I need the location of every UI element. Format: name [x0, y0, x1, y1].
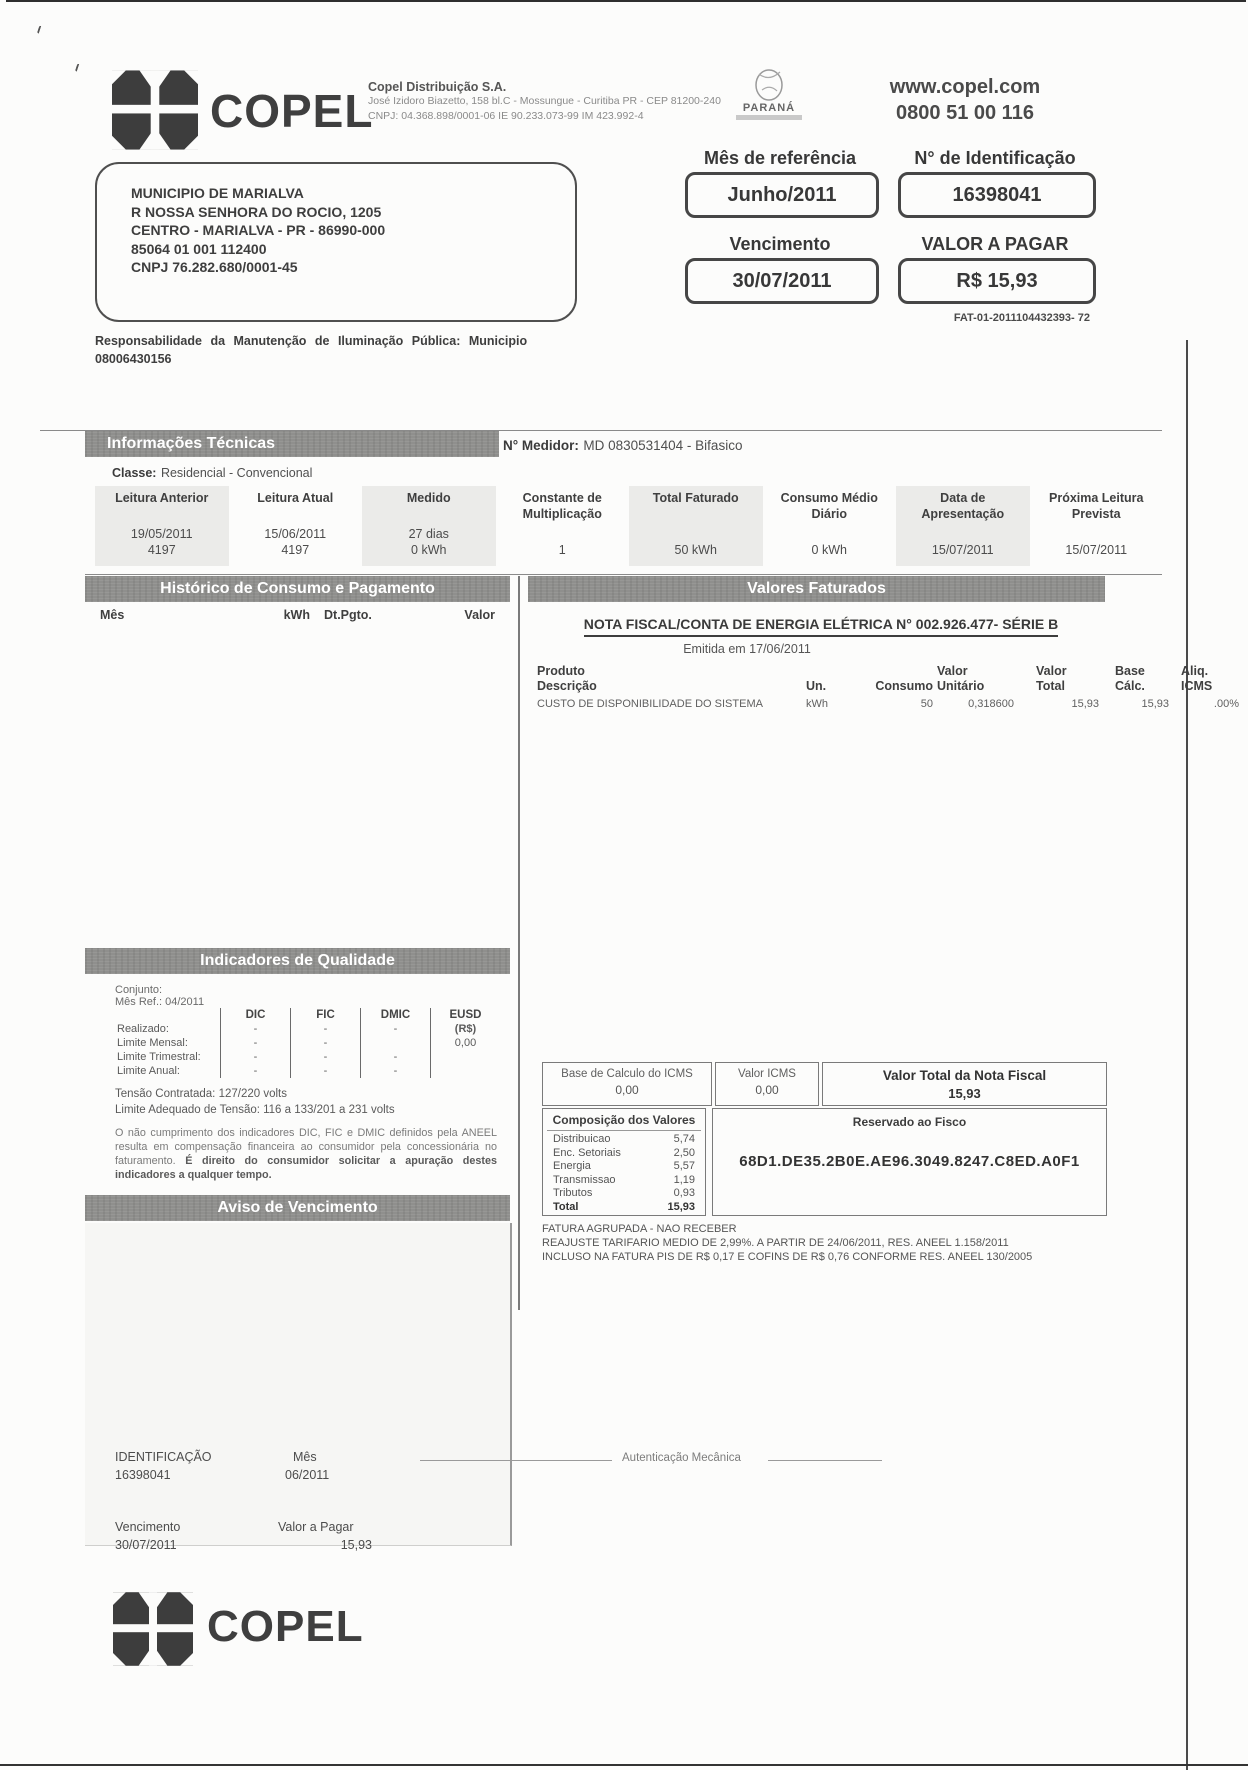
- icms-base-box: [542, 1062, 712, 1106]
- nota-total-label: Valor Total da Nota Fiscal: [882, 1068, 1047, 1083]
- composition-label: Tributos: [553, 1187, 593, 1199]
- composition-label: Energia: [553, 1160, 591, 1172]
- identification-label: N° de Identificação: [914, 148, 1076, 168]
- customer-code: 85064 01 001 112400: [131, 240, 267, 257]
- item-description: CUSTO DE DISPONIBILIDADE DO SISTEMA: [537, 698, 763, 710]
- item-base-calc: 15,93: [1141, 698, 1169, 710]
- col-header-valor: Valor: [1036, 664, 1067, 678]
- item-total: 15,93: [1071, 698, 1099, 710]
- quality-col-fic: FIC: [290, 1008, 360, 1022]
- quality-cell: -: [220, 1050, 290, 1064]
- meter-line: [503, 437, 742, 455]
- col-header-icms: ICMS: [1181, 679, 1213, 693]
- item-unit: kWh: [806, 698, 828, 710]
- composition-label: Transmissao: [553, 1173, 616, 1186]
- tech-col-value: 0 kWh: [411, 543, 447, 557]
- nota-total-value: 15,93: [948, 1086, 981, 1101]
- company-name: Copel Distribuição S.A.: [368, 80, 507, 94]
- tech-col-value: 0 kWh: [811, 543, 847, 557]
- col-header-aliq: Aliq.: [1181, 664, 1209, 678]
- quality-cell: -: [290, 1036, 360, 1050]
- composition-label: Enc. Setoriais: [553, 1146, 621, 1159]
- quality-cell: [430, 1064, 500, 1078]
- tech-col-value: 15/06/2011: [264, 527, 327, 541]
- composition-row: [543, 1187, 705, 1201]
- copel-logo-mark: [113, 1592, 193, 1666]
- scan-noise-mark: [75, 63, 82, 72]
- quality-cell: -: [360, 1064, 430, 1078]
- class-label: Classe:: [112, 466, 157, 480]
- item-consumption: 50: [920, 698, 933, 710]
- quality-col-eusd: EUSD: [430, 1008, 500, 1022]
- note-reajuste: REAJUSTE TARIFARIO MEDIO DE 2,99%. A PARTIR DE 24/06/2011, RES. ANEEL 1.158/2011: [542, 1237, 1009, 1249]
- identification-box: 16398041: [898, 172, 1096, 218]
- icms-value-label: Valor ICMS: [738, 1068, 796, 1080]
- tech-col-value: 19/05/2011: [130, 527, 193, 541]
- note-fatura-agrupada: FATURA AGRUPADA - NAO RECEBER: [542, 1223, 737, 1235]
- history-col-mes: Mês: [100, 608, 125, 622]
- col-header-total: Total: [1036, 679, 1065, 693]
- value-composition-box: [542, 1108, 706, 1216]
- tech-col-consumo-medio: [763, 486, 897, 566]
- class-value: Residencial - Convencional: [160, 466, 313, 480]
- history-col-valor: Valor: [464, 608, 495, 622]
- stub-due-value: 30/07/2011: [115, 1538, 177, 1552]
- copel-logo-icon-footer: [113, 1592, 193, 1666]
- aviso-section-header: Aviso de Vencimento: [85, 1195, 510, 1221]
- tech-col-header: Leitura Atual: [257, 491, 334, 505]
- scan-noise-mark: [37, 25, 44, 34]
- quality-legal-note: [115, 1126, 497, 1182]
- aviso-blank-box: [85, 1223, 512, 1546]
- tech-col-header: Leitura Anterior: [115, 491, 209, 505]
- contracted-voltage: Tensão Contratada: 127/220 volts: [115, 1088, 287, 1100]
- scan-edge-right: [1186, 340, 1188, 1770]
- tech-section-header: Informações Técnicas: [85, 431, 499, 457]
- responsibility-number: 08006430156: [95, 352, 172, 366]
- composition-value: 0,93: [673, 1187, 695, 1199]
- composition-value: 5,57: [673, 1160, 695, 1172]
- tech-col-value: 1: [558, 543, 566, 557]
- fisco-label: Reservado ao Fisco: [852, 1115, 967, 1129]
- invoice-fat-code: FAT-01-2011104432393- 72: [953, 312, 1090, 324]
- class-line: [112, 464, 312, 482]
- quality-cell: 0,00: [430, 1036, 500, 1050]
- responsibility-line: Responsabilidade da Manutenção de Iluminação Pública: Municipio: [95, 334, 528, 348]
- tech-col-constante: [496, 486, 630, 566]
- composition-label: Total: [553, 1200, 579, 1213]
- quality-month-ref: Mês Ref.: 04/2011: [115, 996, 205, 1008]
- due-date-box: 30/07/2011: [685, 258, 879, 304]
- customer-city: CENTRO - MARIALVA - PR - 86990-000: [131, 222, 386, 238]
- due-date-label: Vencimento: [729, 234, 831, 254]
- quality-cell: [360, 1036, 430, 1050]
- parana-caption-line: [736, 115, 802, 120]
- item-unit-price: 0,318600: [968, 698, 1014, 710]
- tech-col-data-apresentacao: [896, 486, 1030, 566]
- company-registration: CNPJ: 04.368.898/0001-06 IE 90.233.073-99 IM 423.992-4: [368, 110, 644, 122]
- fisco-code: 68D1.DE35.2B0E.AE96.3049.8247.C8ED.A0F1: [739, 1153, 1080, 1170]
- quality-cell: -: [290, 1064, 360, 1078]
- quality-section-header: Indicadores de Qualidade: [85, 948, 510, 974]
- note-pis-cofins: INCLUSO NA FATURA PIS DE R$ 0,17 E COFINS DE R$ 0,76 CONFORME RES. ANEEL 130/2005: [542, 1251, 1033, 1263]
- invoice-items-table: [537, 664, 1239, 710]
- quality-cell: -: [220, 1064, 290, 1078]
- tech-col-header: Medido: [406, 491, 451, 505]
- tech-col-total-faturado: [629, 486, 763, 566]
- quality-cell-eusd-unit: (R$): [430, 1022, 500, 1036]
- ref-month-label: Mês de referência: [703, 148, 857, 168]
- copel-logo-mark: [112, 70, 198, 150]
- quality-cell: -: [360, 1050, 430, 1064]
- tech-readings-table: [95, 486, 1163, 566]
- composition-total-row: [543, 1201, 705, 1215]
- quality-conjunto-label: Conjunto:: [115, 984, 163, 996]
- tech-col-value: 15/07/2011: [931, 543, 994, 557]
- stub-id-value: 16398041: [115, 1468, 171, 1482]
- icms-base-value: 0,00: [615, 1083, 639, 1097]
- item-icms-rate: .00%: [1213, 698, 1239, 710]
- quality-note-text: O não cumprimento dos indicadores DIC, FIC e DMIC definidos pela ANEEL resulta em compensação financeira ao consumidor pela concessionária no faturamento.: [115, 1127, 497, 1167]
- quality-row-label: Limite Anual:: [117, 1065, 180, 1077]
- tech-col-value: [632, 526, 760, 542]
- tech-col-leitura-atual: [229, 486, 363, 566]
- history-col-kwh: kWh: [283, 608, 310, 622]
- history-col-dtpgto: Dt.Pgto.: [324, 608, 372, 622]
- composition-value: 1,19: [673, 1173, 695, 1186]
- tech-col-header: Consumo Médio Diário: [780, 491, 878, 521]
- composition-value: 5,74: [673, 1133, 695, 1145]
- stub-due-label: Vencimento: [115, 1520, 181, 1534]
- meter-label: N° Medidor:: [503, 438, 579, 453]
- col-header-calc: Cálc.: [1115, 679, 1145, 693]
- composition-row: [543, 1174, 705, 1188]
- auth-line-right: [768, 1460, 882, 1461]
- quality-col-dic: DIC: [220, 1008, 290, 1022]
- column-divider-line: [518, 576, 520, 1310]
- tech-col-header: Próxima Leitura Prevista: [1049, 491, 1144, 521]
- tech-col-header: Total Faturado: [652, 491, 739, 505]
- parana-emblem-icon: [749, 68, 789, 102]
- tech-col-leitura-anterior: [95, 486, 229, 566]
- brand-wordmark: COPEL: [210, 85, 374, 137]
- composition-label: Distribuicao: [553, 1133, 611, 1145]
- nota-issued-date: Emitida em 17/06/2011: [683, 642, 811, 656]
- quality-cell: [430, 1050, 500, 1064]
- col-header-produto: Produto: [537, 664, 585, 678]
- spacer: [806, 664, 851, 679]
- brand-wordmark-footer: COPEL: [207, 1602, 364, 1651]
- col-header-consumo: Consumo: [875, 679, 933, 693]
- quality-col-dmic: DMIC: [360, 1008, 430, 1022]
- scan-edge-top: [6, 0, 1246, 2]
- composition-title: Composição dos Valores: [547, 1109, 701, 1131]
- spacer: [855, 664, 933, 679]
- mechanical-auth-label: Autenticação Mecânica: [622, 1452, 741, 1464]
- tech-col-value: [766, 526, 894, 542]
- auth-line-left: [420, 1460, 612, 1461]
- col-header-valor: Valor: [937, 664, 968, 678]
- scan-edge-bottom: [0, 1764, 1248, 1766]
- tech-col-value: 15/07/2011: [1065, 543, 1128, 557]
- tech-col-value: [899, 526, 1027, 542]
- composition-value: 15,93: [667, 1200, 695, 1213]
- composition-row: [543, 1147, 705, 1161]
- quality-row-label: Limite Trimestral:: [117, 1051, 201, 1063]
- tech-col-proxima-leitura: [1030, 486, 1164, 566]
- quality-note-bold: É direito do consumidor solicitar a apuração destes indicadores a qualquer tempo.: [115, 1155, 498, 1181]
- composition-row: [543, 1133, 705, 1147]
- col-header-un: Un.: [806, 679, 827, 693]
- reserved-fisco-box: [712, 1108, 1107, 1216]
- tech-col-value: [499, 526, 627, 542]
- quality-cell: -: [290, 1050, 360, 1064]
- customer-cnpj: CNPJ 76.282.680/0001-45: [131, 259, 298, 275]
- tech-col-medido: [362, 486, 496, 566]
- col-header-unitario: Unitário: [937, 679, 985, 693]
- tech-col-value: 4197: [147, 543, 176, 557]
- tech-col-value: 4197: [281, 543, 310, 557]
- quality-indicators-table: [115, 1008, 500, 1078]
- stub-amount-label: Valor a Pagar: [278, 1520, 354, 1534]
- icms-value-box: [715, 1062, 819, 1106]
- customer-street: R NOSSA SENHORA DO ROCIO, 1205: [131, 203, 382, 220]
- quality-cell: -: [360, 1022, 430, 1036]
- history-section-header: Histórico de Consumo e Pagamento: [85, 576, 510, 602]
- customer-box: [95, 162, 577, 322]
- icms-value-value: 0,00: [755, 1083, 779, 1097]
- icms-base-label: Base de Calculo do ICMS: [561, 1068, 693, 1080]
- company-info: [368, 80, 728, 124]
- stub-month-value: 06/2011: [285, 1468, 330, 1482]
- quality-row-label: Realizado:: [117, 1023, 169, 1035]
- quality-cell: -: [220, 1022, 290, 1036]
- col-header-descricao: Descrição: [537, 679, 597, 693]
- stub-amount-value: 15,93: [340, 1538, 372, 1552]
- amount-due-box: R$ 15,93: [898, 258, 1096, 304]
- quality-cell: -: [290, 1022, 360, 1036]
- parana-gov-logo: [736, 68, 802, 120]
- parana-label: PARANÁ: [742, 102, 796, 114]
- tech-col-value: [1033, 526, 1161, 542]
- customer-name: MUNICIPIO DE MARIALVA: [131, 185, 304, 201]
- phone-text: 0800 51 00 116: [896, 102, 1034, 124]
- amount-due-label: VALOR A PAGAR: [921, 234, 1069, 254]
- contact-block: [855, 74, 1075, 126]
- composition-value: 2,50: [673, 1146, 695, 1159]
- section-divider-line: [85, 574, 1162, 575]
- tech-col-header: Data de Apresentação: [921, 491, 1005, 521]
- col-header-base: Base: [1115, 664, 1145, 678]
- stub-month-label: Mês: [293, 1450, 317, 1464]
- nota-fiscal-title: NOTA FISCAL/CONTA DE ENERGIA ELÉTRICA N° 002.926.477- SÉRIE B: [537, 616, 1105, 637]
- ref-month-box: Junho/2011: [685, 172, 879, 218]
- nota-total-box: [822, 1062, 1107, 1106]
- history-table-header: [100, 608, 495, 622]
- stub-id-label: IDENTIFICAÇÃO: [115, 1450, 212, 1464]
- website-text: www.copel.com: [889, 76, 1041, 98]
- meter-value: MD 0830531404 - Bifasico: [583, 438, 743, 453]
- voltage-limit: Limite Adequado de Tensão: 116 a 133/201 a 231 volts: [115, 1104, 395, 1116]
- quality-cell: -: [220, 1036, 290, 1050]
- copel-logo-icon: [112, 70, 198, 150]
- tech-col-value: 50 kWh: [674, 543, 717, 557]
- tech-col-header: Constante de Multiplicação: [522, 491, 602, 521]
- spacer: [115, 1008, 220, 1022]
- quality-row-label: Limite Mensal:: [117, 1037, 188, 1049]
- company-address: José Izidoro Biazetto, 158 bl.C - Mossungue - Curitiba PR - CEP 81200-240: [368, 95, 721, 107]
- invoice-section-header: Valores Faturados: [528, 576, 1105, 602]
- invoice-footer-notes: [542, 1222, 1142, 1264]
- composition-row: [543, 1160, 705, 1174]
- tech-col-value: 27 dias: [408, 527, 449, 541]
